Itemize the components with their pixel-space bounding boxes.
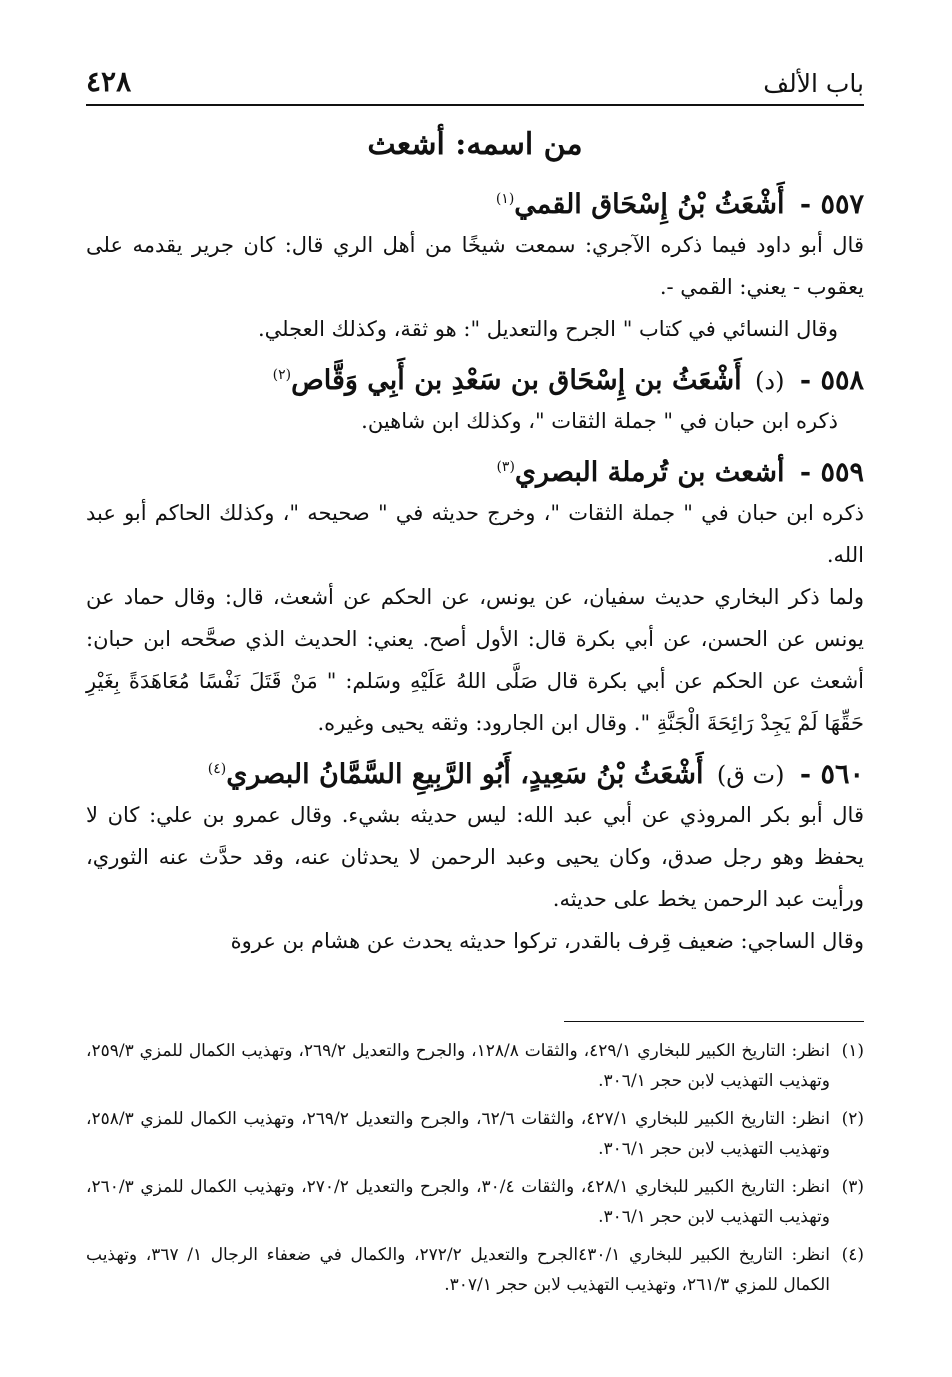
footnotes (86, 1036, 864, 1308)
footnote-ref: (١) (495, 191, 515, 207)
entry-paragraph: قال أبو داود فيما ذكره الآجري: سمعت شيخًا من أهل الري قال: كان جرير يقدمه على يعقوب - يعني: القمي -. (86, 233, 864, 299)
footnote-number: (٣) (841, 1177, 864, 1197)
footnote-ref: (٤) (207, 761, 227, 777)
entry-paragraph: قال أبو بكر المروذي عن أبي عبد الله: ليس حديثه بشيء. وقال عمرو بن علي: كان لا يحفظ وهو رجل صدق، وكان يحيى وعبد الرحمن لا يحدثان عنه، وقد حدَّث عنه الثوري، ورأيت عبد الرحمن يخط على حديثه. (86, 803, 864, 911)
entry-paragraph: ذكره ابن حبان في " جملة الثقات "، وخرج حديثه في " صحيحه "، وكذلك الحاكم أبو عبد الله. (86, 501, 864, 567)
section-title: من اسمه: أشعث (367, 127, 583, 162)
footnote-ref: (٢) (272, 367, 292, 383)
footnote-text: انظر: التاريخ الكبير للبخاري ٤٢٧/١، والثقات ٦٢/٦، والجرح والتعديل ٢٦٩/٢، وتهذيب الكمال للمزي ٢٥٨/٣، وتهذيب التهذيب لابن حجر ٣٠٦/١. (86, 1109, 830, 1159)
footnote (86, 1240, 864, 1300)
entry-heading (86, 744, 864, 794)
page-body (86, 116, 864, 962)
footnote-text: انظر: التاريخ الكبير للبخاري ٤٢٩/١، والثقات ١٢٨/٨، والجرح والتعديل ٢٦٩/٢، وتهذيب الكمال للمزي ٢٥٩/٣، وتهذيب التهذيب لابن حجر ٣٠٦/١. (86, 1041, 830, 1091)
entry-560 (86, 744, 864, 962)
entry-heading (86, 442, 864, 492)
entry-557 (86, 174, 864, 350)
entry-number: ٥٥٨ - (799, 365, 864, 396)
entry-tag: (ت ق) (716, 761, 785, 789)
entry-paragraph: وقال الساجي: ضعيف قِرف بالقدر، تركوا حديثه يحدث عن هشام بن عروة (230, 929, 864, 953)
running-head: باب الألف (763, 69, 864, 98)
entry-name: أَشْعَثُ بن إِسْحَاق بن سَعْدِ بن أَبِي وَقَّاص (291, 365, 742, 396)
entry-number: ٥٥٩ - (799, 457, 864, 488)
footnote-divider (564, 1021, 864, 1022)
page-number: ٤٢٨ (86, 65, 132, 98)
page-header (86, 62, 864, 106)
entry-paragraph: ولما ذكر البخاري حديث سفيان، عن يونس، عن الحكم عن أشعث، قال: وقال حماد عن يونس عن الحسن، عن أبي بكرة قال: الأول أصح. يعني: الحديث الذي صحَّحه ابن حبان: أشعث عن الحكم عن أبي بكرة قال صَلَّى اللهُ عَلَيْهِ وسَلم: " مَنْ قَتَلَ نَفْسًا مُعَاهَدَةً بِغَيْرِ حَقِّهَا لَمْ يَجِدْ رَائِحَةَ الْجَنَّةِ ". وقال ابن الجارود: وثقه يحيى وغيره. (86, 585, 864, 735)
footnote-ref: (٣) (496, 459, 515, 475)
entry-number: ٥٦٠ - (799, 759, 864, 790)
entry-heading (86, 350, 864, 400)
footnote-number: (١) (841, 1041, 864, 1061)
footnote (86, 1172, 864, 1232)
entry-paragraph: ذكره ابن حبان في " جملة الثقات "، وكذلك ابن شاهين. (361, 409, 838, 433)
footnote (86, 1104, 864, 1164)
footnote-text: انظر: التاريخ الكبير للبخاري ٤٣٠/١الجرح والتعديل ٢٧٢/٢، والكمال في ضعفاء الرجال ١/ ٣٦٧، وتهذيب الكمال للمزي ٢٦١/٣، وتهذيب التهذيب لابن حجر ٣٠٧/١. (86, 1245, 830, 1295)
entry-heading (86, 174, 864, 224)
footnote-number: (٢) (841, 1109, 864, 1129)
footnote-number: (٤) (841, 1245, 864, 1265)
entry-paragraph: وقال النسائي في كتاب " الجرح والتعديل ": هو ثقة، وكذلك العجلي. (257, 317, 838, 341)
footnote (86, 1036, 864, 1096)
footnote-text: انظر: التاريخ الكبير للبخاري ٤٢٨/١، والثقات ٣٠/٤، والجرح والتعديل ٢٧٠/٢، وتهذيب الكمال للمزي ٢٦٠/٣، وتهذيب التهذيب لابن حجر ٣٠٦/١. (86, 1177, 830, 1227)
entry-name: أَشْعَثُ بْنُ سَعِيدٍ، أَبُو الرَّبِيعِ السَّمَّانُ البصري (226, 759, 704, 790)
entry-558 (86, 350, 864, 442)
entry-number: ٥٥٧ - (799, 189, 864, 220)
entry-name: أشعث بن تُرملة البصري (514, 457, 785, 488)
entry-559 (86, 442, 864, 744)
entry-tag: (د) (755, 367, 785, 395)
entry-name: أَشْعَثُ بْنُ إِسْحَاق القمي (514, 189, 785, 220)
